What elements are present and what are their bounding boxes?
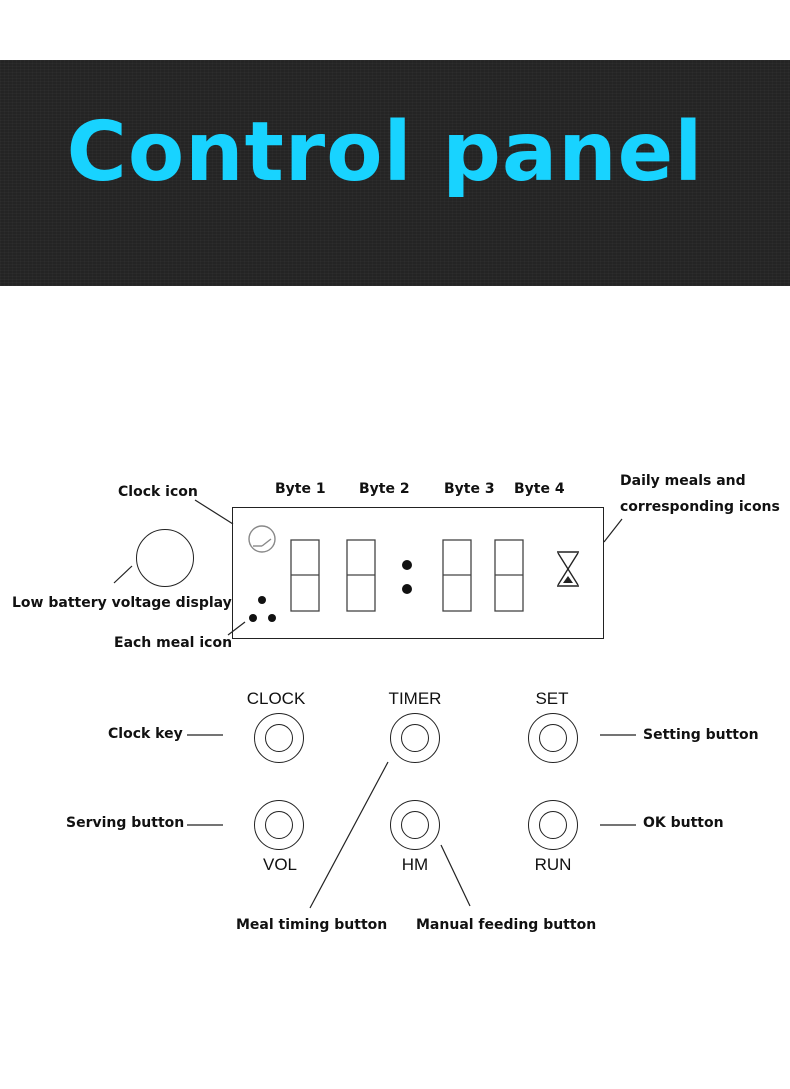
clock-icon bbox=[249, 526, 275, 552]
manual-feeding-callout: Manual feeding button bbox=[416, 917, 597, 933]
byte-2-label: Byte 2 bbox=[359, 481, 410, 497]
timer-key[interactable] bbox=[390, 713, 440, 763]
hourglass-icon bbox=[557, 552, 579, 586]
daily-meals-leader bbox=[604, 519, 622, 542]
byte-3-label: Byte 3 bbox=[444, 481, 495, 497]
set-key[interactable] bbox=[528, 713, 578, 763]
vol-key-label: VOL bbox=[262, 855, 298, 874]
byte-4-label: Byte 4 bbox=[514, 481, 565, 497]
low-battery-label: Low battery voltage display bbox=[12, 595, 232, 611]
colon-icon bbox=[402, 560, 412, 594]
digit-byte-3 bbox=[443, 540, 471, 611]
byte-1-label: Byte 1 bbox=[275, 481, 326, 497]
clock-key-label: CLOCK bbox=[246, 689, 306, 708]
each-meal-leader bbox=[228, 622, 245, 635]
setting-button-callout: Setting button bbox=[643, 727, 759, 743]
clock-icon-leader bbox=[195, 500, 233, 524]
timer-key-label: TIMER bbox=[388, 689, 442, 708]
run-key-label: RUN bbox=[534, 855, 572, 874]
serving-button-callout: Serving button bbox=[66, 815, 185, 831]
manual-feeding-leader bbox=[441, 845, 470, 906]
low-battery-leader bbox=[114, 566, 132, 583]
daily-meals-label-line1: Daily meals and bbox=[620, 473, 746, 489]
each-meal-icon-label: Each meal icon bbox=[114, 635, 233, 651]
hm-key[interactable] bbox=[390, 800, 440, 850]
ok-button-callout: OK button bbox=[643, 815, 724, 831]
digit-byte-4 bbox=[495, 540, 523, 611]
clock-icon-label: Clock icon bbox=[118, 484, 198, 500]
set-key-label: SET bbox=[535, 689, 569, 708]
meal-dots-icon bbox=[249, 596, 276, 622]
digit-byte-1 bbox=[291, 540, 319, 611]
clock-key[interactable] bbox=[254, 713, 304, 763]
clock-key-callout: Clock key bbox=[108, 726, 183, 742]
run-key[interactable] bbox=[528, 800, 578, 850]
meal-timing-leader bbox=[310, 762, 388, 908]
vol-key[interactable] bbox=[254, 800, 304, 850]
meal-timing-callout: Meal timing button bbox=[236, 917, 388, 933]
page-title: Control panel bbox=[66, 105, 704, 200]
digit-byte-2 bbox=[347, 540, 375, 611]
daily-meals-label-line2: corresponding icons bbox=[620, 499, 780, 515]
hm-key-label: HM bbox=[401, 855, 429, 874]
